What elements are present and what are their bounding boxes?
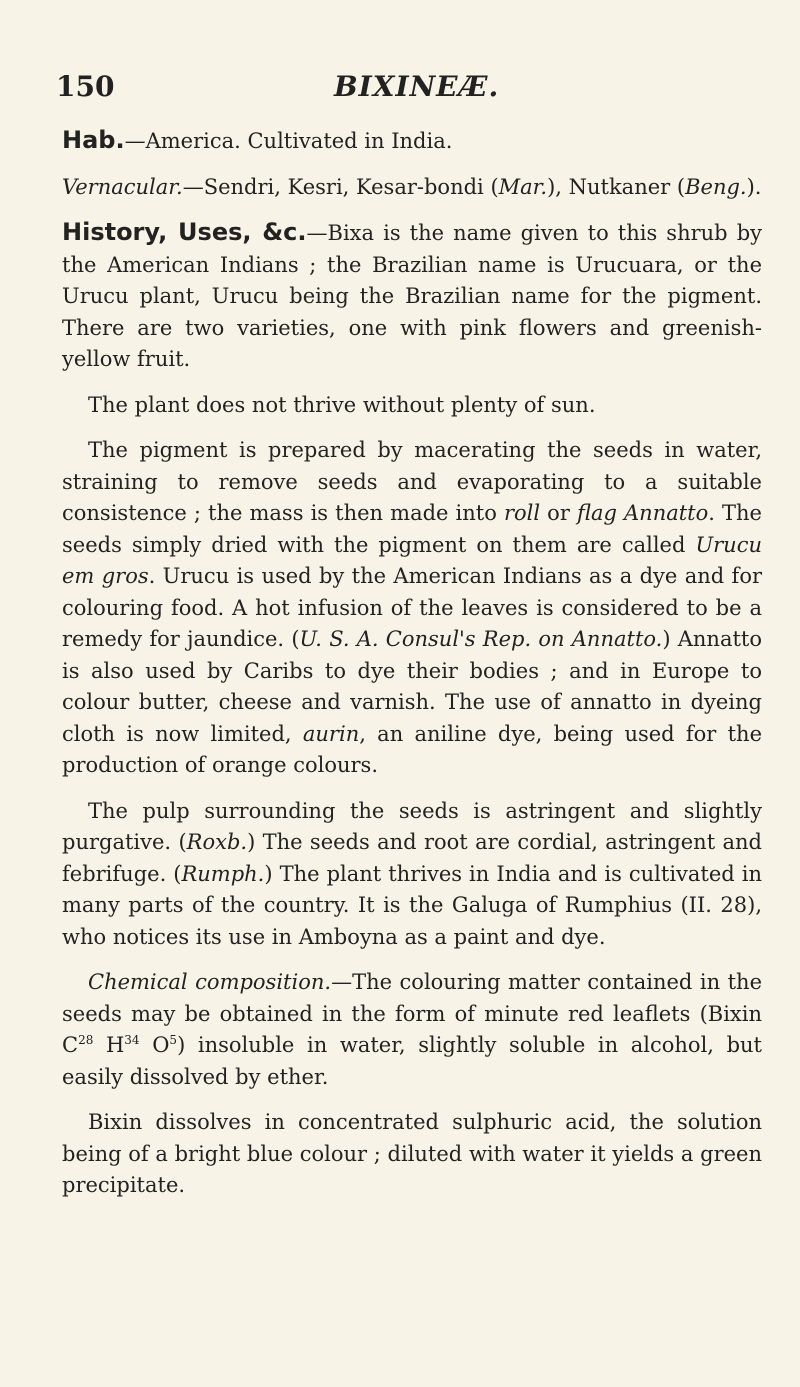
pigment-term: flag Annatto [576,501,709,525]
page-header [56,70,760,110]
sun-paragraph: The plant does not thrive without plenty of sun. [88,392,596,417]
pigment-paragraph [62,435,762,782]
chemical-text: —The colouring matter contained in the seeds may be obtained in the form of minute red leaflets (Bixin C [62,970,762,1057]
history-paragraph [62,217,762,376]
pulp-paragraph [62,796,762,954]
pigment-term: Urucu em gros [62,532,762,588]
habitat-heading: Hab. [62,126,125,154]
vernacular-text: —Sendri, Kesri, Kesar-bondi ( [182,174,499,199]
pigment-text: . The seeds simply dried with the pigment on them are called [62,501,762,557]
pigment-text: , an aniline dye, being used for the production of orange colours. [62,721,763,777]
pigment-term: roll [503,501,541,525]
bixin-paragraph: Bixin dissolves in concentrated sulphuric acid, the solution being of a bright blue colour ; diluted with water it yields a green precipitate. [62,1110,762,1197]
citation: Roxb. [186,830,248,854]
pigment-text: ) Annatto is also used by Caribs to dye their bodies ; and in Europe to colour butter, cheese and varnish. The use of annatto in dyeing cloth is now limited, [62,627,762,746]
vernacular-text: ), Nutkaner ( [547,174,686,199]
chemical-heading: Chemical composition. [88,970,332,994]
citation: Rumph. [181,861,265,886]
vernacular-abbrev-mar: Mar. [498,174,548,199]
history-heading: History, Uses, &c. [62,218,307,246]
formula-subscript: 34 [124,1033,140,1047]
pulp-text: ) The seeds and root are cordial, astringent and febrifuge. ( [62,830,762,886]
history-text: —Bixa is the name given to this shrub by the American Indians ; the Brazilian name is Urucuara, or the Urucu plant, Urucu being the Brazilian name for the pigment. There are two varieties, one with pink flowers and greenish-yellow fruit. [62,221,762,371]
chemical-text: ) insoluble in water, slightly soluble in alcohol, but easily dissolved by ether. [62,1033,762,1089]
chemical-text: H [93,1033,125,1057]
pigment-text: or [540,501,577,525]
vernacular-abbrev-beng: Beng. [685,174,747,199]
vernacular-paragraph [62,172,762,204]
formula-subscript: 28 [78,1033,94,1047]
citation: U. S. A. Consul's Rep. on Annatto. [299,627,663,651]
pulp-text: The pulp surrounding the seeds is astringent and slightly purgative. ( [62,798,762,854]
page-body [62,125,762,1216]
page-number: 150 [56,70,115,103]
habitat-text: —America. Cultivated in India. [124,129,453,153]
formula-subscript: 5 [169,1033,178,1047]
pigment-text: The pigment is prepared by macerating the seeds in water, straining to remove seeds and evaporating to a suitable consistence ; the mass is then made into [62,438,762,525]
pulp-text: ) The plant thrives in India and is cultivated in many parts of the country. It is the Galuga of Rumphius (II. 28), who notices its use in Amboyna as a paint and dye. [62,861,762,949]
running-head: BIXINEÆ. [334,70,500,103]
vernacular-text: ). [746,174,762,199]
habitat-paragraph [62,125,762,158]
pigment-text: . Urucu is used by the American Indians as a dye and for colouring food. A hot infusion of the leaves is considered to be a remedy for jaundice. ( [62,564,762,651]
pigment-term: aurin [302,721,360,746]
chemical-text: O [139,1033,170,1057]
vernacular-heading: Vernacular. [62,174,183,199]
chemical-paragraph [62,967,762,1093]
